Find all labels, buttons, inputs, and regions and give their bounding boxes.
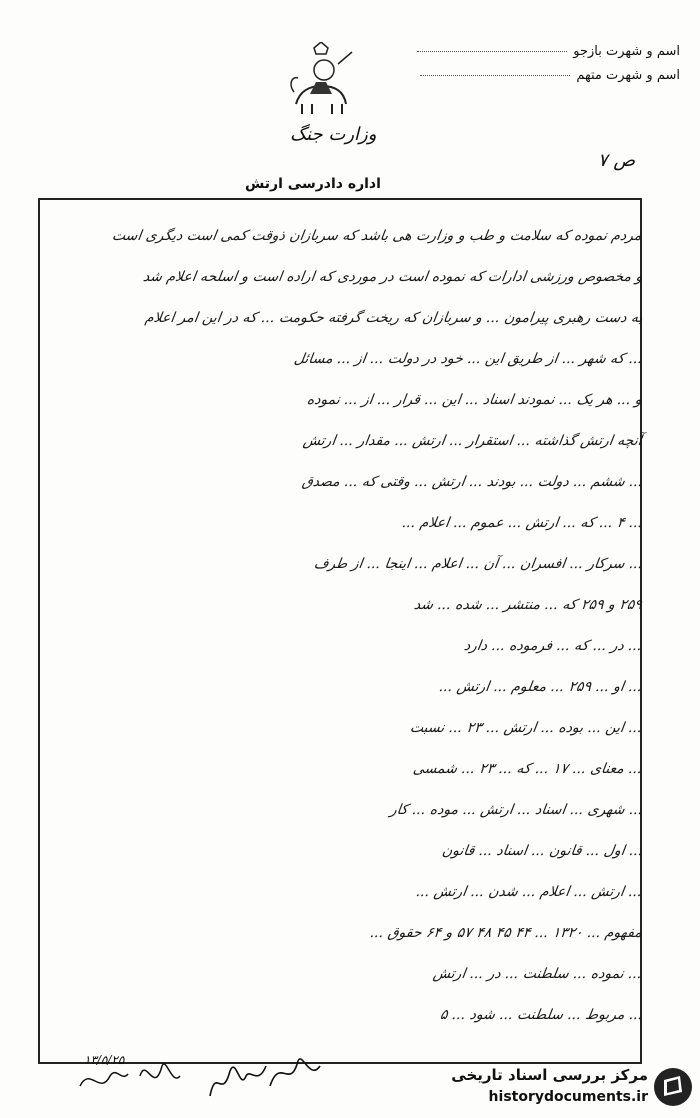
body-line: [38, 423, 648, 464]
body-line: [38, 751, 648, 792]
body-line-text: ... ۴ ... که ... ارتش ... عموم ... اعلام ...: [400, 515, 644, 531]
accused-label: اسم و شهرت متهم: [576, 68, 680, 83]
watermark-url[interactable]: historydocuments.ir: [488, 1089, 648, 1105]
body-line-text: و مخصوص ورزشی ادارات که نموده است در موردی که اراده است و اسلحه اعلام شد: [141, 269, 644, 285]
body-line: [38, 669, 648, 710]
body-line: [38, 628, 648, 669]
body-line: [38, 259, 648, 300]
archive-logo-icon: [652, 1066, 694, 1108]
accused-field: [417, 64, 680, 88]
accused-line: [420, 75, 570, 76]
ministry-title: وزارت جنگ: [290, 124, 377, 145]
interrogator-line: [417, 51, 567, 52]
lion-and-sun-emblem: [286, 42, 356, 117]
body-line-text: ... در ... که ... فرموده ... دارد: [463, 638, 644, 654]
watermark-title: مرکز بررسی اسناد تاریخی: [451, 1066, 648, 1084]
body-line: [38, 464, 648, 505]
body-line-text: آنچه ارتش گذاشته ... استقرار ... ارتش ... مقدار ... ارتش: [302, 433, 644, 449]
body-line: [38, 546, 648, 587]
interrogator-field: [417, 40, 680, 64]
body-line: [38, 792, 648, 833]
body-line: [38, 505, 648, 546]
body-line-text: به دست رهبری پیرامون ... و سربازان که ریخت گرفته حکومت ... که در این امر اعلام: [143, 310, 644, 326]
body-line: [38, 833, 648, 874]
interrogator-label: اسم و شهرت بازجو: [573, 44, 680, 59]
signatures: [70, 1046, 410, 1106]
handwritten-body: [38, 218, 648, 1038]
body-line-text: ... ششم ... دولت ... بودند ... ارتش ... وقتی که ... مصدق: [300, 474, 644, 490]
body-line: [38, 587, 648, 628]
body-line-text: ... ارتش ... اعلام ... شدن ... ارتش ...: [415, 884, 644, 900]
body-line-text: ... اول ... قانون ... اسناد ... قانون: [440, 843, 644, 859]
body-line: [38, 382, 648, 423]
body-line: [38, 956, 648, 997]
body-line-text: ... مربوط ... سلطنت ... شود ... ۵: [438, 1007, 644, 1023]
body-line: [38, 915, 648, 956]
body-line: [38, 874, 648, 915]
department-title: اداره دادرسی ارتش: [245, 176, 381, 192]
body-line-text: ... این ... بوده ... ارتش ... ۲۳ ... نسبت: [409, 720, 644, 736]
body-line: [38, 218, 648, 259]
body-line-text: مفهوم ... ۱۳۲۰ ... ۴۴ ۴۵ ۴۸ ۵۷ و ۶۴ حقوق ...: [368, 925, 644, 941]
body-line: [38, 341, 648, 382]
body-line-text: ... او ... ۲۵۹ ... معلوم ... ارتش ...: [438, 679, 644, 695]
watermark: [410, 1062, 700, 1114]
body-line-text: ... که شهر ... از طریق این ... خود در دولت ... از ... مسائل: [292, 351, 644, 367]
body-line-text: ... نموده ... سلطنت ... در ... ارتش: [432, 966, 644, 982]
body-line-text: ... سرکار ... افسران ... آن ... اعلام ... اینجا ... از طرف: [312, 556, 644, 572]
body-line: [38, 710, 648, 751]
date-note: ۱۳/۵/۲۵: [84, 1053, 125, 1067]
body-line-text: ... شهری ... اسناد ... ارتش ... موده ... کار: [388, 802, 644, 818]
body-line-text: و ... هر یک ... نمودند اسناد ... این ... قرار ... از ... نموده: [306, 392, 644, 408]
body-line: [38, 300, 648, 341]
body-line-text: ۲۵۹ و ۲۵۹ که ... منتشر ... شده ... شد: [413, 597, 644, 613]
body-line-text: مردم نموده که سلامت و طب و وزارت هی باشد که سربازان ذوقت کمی است دیگری است: [111, 228, 644, 244]
body-line: [38, 997, 648, 1038]
body-line-text: ... معنای ... ۱۷ ... که ... ۲۳ ... شمسی: [412, 761, 644, 777]
page-number: ص ۷: [598, 150, 636, 171]
header-fields: [417, 40, 680, 88]
